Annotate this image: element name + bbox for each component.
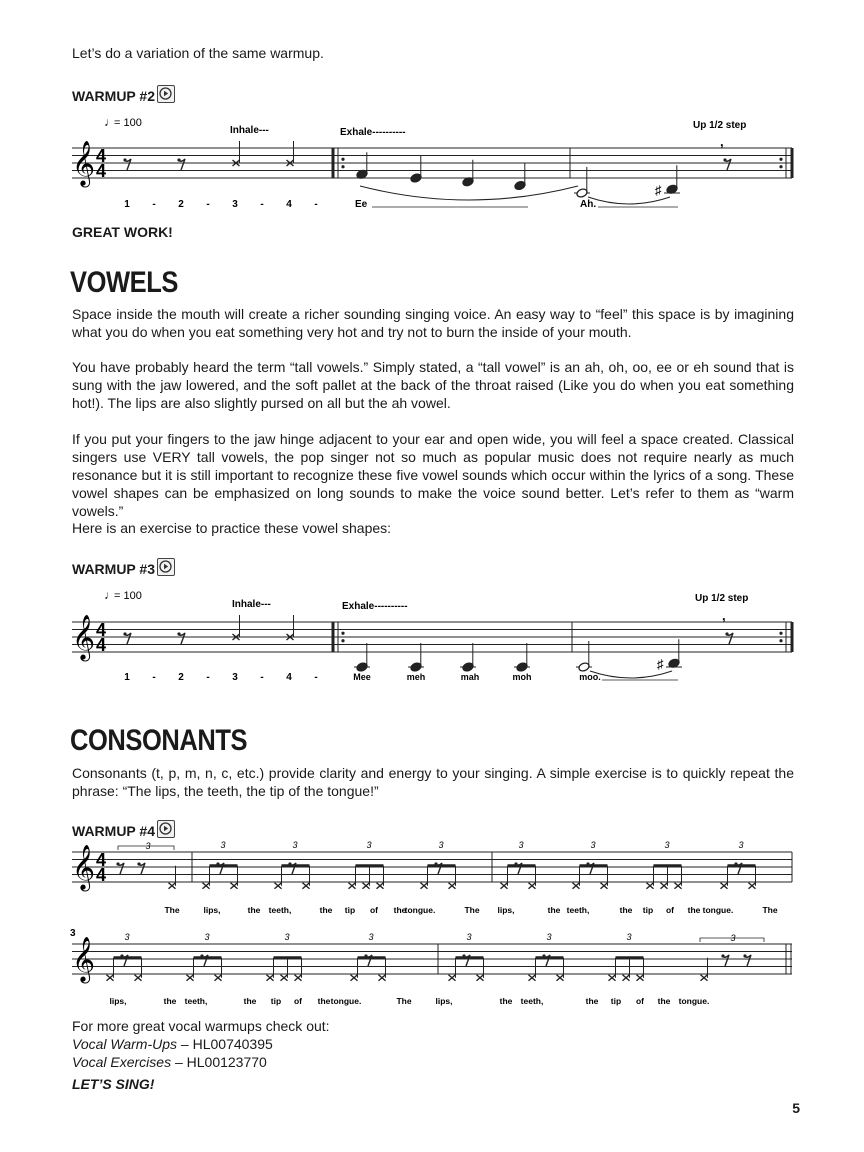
triplet-number: 3 [518, 840, 524, 850]
count-label: - [314, 199, 318, 210]
lyric: meh [406, 672, 426, 682]
treble-clef-icon: 𝄞 [72, 142, 96, 185]
x-notehead [701, 975, 708, 981]
lyric: the [247, 905, 261, 915]
play-icon [159, 87, 172, 100]
lyric: lips, [203, 905, 221, 915]
count-label: - [152, 672, 156, 683]
lyric: of [665, 905, 675, 915]
x-notehead [449, 883, 456, 889]
quarter-note-tempo-icon: ♩ [104, 115, 116, 129]
x-notehead [529, 883, 536, 889]
lyric: The [762, 905, 778, 915]
x-notehead [749, 883, 756, 889]
x-notehead [363, 883, 370, 889]
repeat-dot [779, 639, 782, 642]
breath-mark-icon: , [720, 134, 724, 149]
triplet-number: 3 [590, 840, 596, 850]
eighth-rest-dot [723, 158, 726, 161]
triplet-number: 3 [546, 932, 552, 942]
more-warmups-text: For more great vocal warmups check out: [72, 1018, 330, 1034]
triplet-number: 3 [738, 840, 744, 850]
x-notehead [449, 975, 456, 981]
exhale-label: Exhale---------- [340, 127, 406, 138]
lyric-ah: Ah. [580, 199, 597, 210]
staff-warmup-2 [0, 110, 864, 220]
slur [360, 186, 578, 200]
triplet-number: 3 [730, 933, 736, 943]
repeat-dot [779, 158, 782, 161]
play-icon [159, 822, 172, 835]
treble-clef-icon: 𝄞 [72, 616, 96, 659]
lyric: lips, [497, 905, 515, 915]
count-label: 2 [178, 672, 184, 683]
lyric: moo. [579, 672, 601, 682]
time-signature-bottom: 4 [96, 635, 107, 655]
count-label: 4 [286, 199, 292, 210]
measure-number: 3 [70, 928, 76, 939]
lyric: of [369, 905, 379, 915]
book-1-code: – HL00740395 [177, 1036, 273, 1052]
lyric: the [319, 905, 333, 915]
lyric: the [657, 996, 671, 1006]
lyric: teeth, [268, 905, 292, 915]
eighth-rest-dot [177, 158, 180, 161]
x-notehead [501, 883, 508, 889]
count-label: - [260, 672, 264, 683]
lyric: tongue. [330, 996, 362, 1006]
lyric: the [619, 905, 633, 915]
lyric: the [317, 996, 331, 1006]
lyric: tongue. [702, 905, 734, 915]
book-2-title: Vocal Exercises [72, 1054, 172, 1070]
lyric: of [635, 996, 645, 1006]
lyric: the [393, 905, 407, 915]
x-notehead [215, 975, 222, 981]
repeat-dot [341, 632, 344, 635]
play-icon [159, 560, 172, 573]
lyric: the [243, 996, 257, 1006]
lyric: teeth, [520, 996, 544, 1006]
triplet-number: 3 [284, 932, 290, 942]
x-notehead [637, 975, 644, 981]
eighth-rest-dot [123, 158, 126, 161]
step-label: Up 1/2 step [695, 593, 749, 604]
lyric: the [687, 905, 701, 915]
x-notehead [377, 883, 384, 889]
x-notehead [231, 883, 238, 889]
count-label: 3 [232, 672, 238, 683]
lyric: tip [610, 996, 622, 1006]
treble-clef-icon: 𝄞 [72, 846, 96, 889]
x-notehead [303, 883, 310, 889]
warmup-3-label: WARMUP #3 [72, 561, 155, 577]
x-notehead [351, 975, 358, 981]
x-notehead [267, 975, 274, 981]
lyric: tongue. [678, 996, 710, 1006]
count-label: - [206, 199, 210, 210]
vowels-heading: VOWELS [70, 266, 178, 299]
staff-warmup-3 [0, 584, 864, 689]
breath-mark-icon: , [722, 608, 726, 623]
lyric: tongue. [404, 905, 436, 915]
play-button-warmup-2[interactable] [157, 85, 175, 103]
lyric: Mee [353, 672, 371, 682]
triplet-number: 3 [145, 841, 151, 851]
sharp-icon: ♯ [657, 656, 664, 672]
count-label: - [314, 672, 318, 683]
x-notehead [661, 883, 668, 889]
lyric: of [293, 996, 303, 1006]
eighth-rest-dot [123, 632, 126, 635]
play-button-warmup-4[interactable] [157, 820, 175, 838]
count-label: 1 [124, 672, 130, 683]
slur [588, 197, 670, 204]
count-label: 1 [124, 199, 130, 210]
triplet-number: 3 [204, 932, 210, 942]
step-label: Up 1/2 step [693, 120, 747, 131]
time-signature-top: 4 [96, 146, 107, 166]
lyric: tip [642, 905, 654, 915]
triplet-number: 3 [466, 932, 472, 942]
repeat-dot [779, 165, 782, 168]
exhale-label: Exhale---------- [342, 601, 408, 612]
lyric: teeth, [184, 996, 208, 1006]
vowels-paragraph-2: You have probably heard the term “tall vowels.” Simply stated, a “tall vowel” is an ah, oh, oo, ee or eh sound that is sung with the jaw lowered, and the soft pallet at the back of the throat raised (Like you do when you eat something hot!). The lips are also slightly pursed on all but the ah vowel. [72, 359, 794, 411]
count-label: - [260, 199, 264, 210]
triplet-number: 3 [626, 932, 632, 942]
triplet-number: 3 [366, 840, 372, 850]
tempo-marking: = 100 [114, 590, 142, 602]
eighth-rest-dot [177, 632, 180, 635]
treble-clef-icon: 𝄞 [72, 938, 96, 981]
time-signature-top: 4 [96, 620, 107, 640]
eighth-rest-dot [116, 862, 119, 865]
staff-warmup-4-line-2 [0, 922, 864, 1010]
lyric: The [396, 996, 412, 1006]
consonants-paragraph: Consonants (t, p, m, n, c, etc.) provide clarity and energy to your singing. A simple exercise is to quickly repeat the phrase: “The lips, the teeth, the tip of the tongue!” [72, 765, 794, 799]
eighth-rest-dot [721, 954, 724, 957]
x-notehead [477, 975, 484, 981]
lyric: teeth, [566, 905, 590, 915]
triplet-number: 3 [124, 932, 130, 942]
x-notehead [623, 975, 630, 981]
lyric: mah [460, 672, 480, 682]
triplet-number: 3 [292, 840, 298, 850]
book-2-code: – HL00123770 [171, 1054, 267, 1070]
lyric: the [499, 996, 513, 1006]
time-signature-bottom: 4 [96, 865, 107, 885]
lyric: the [547, 905, 561, 915]
lyric: The [464, 905, 480, 915]
lyric: the [163, 996, 177, 1006]
x-notehead [295, 975, 302, 981]
lyric: The [164, 905, 180, 915]
great-work-text: GREAT WORK! [72, 224, 173, 240]
eighth-rest-dot [725, 632, 728, 635]
x-notehead [203, 883, 210, 889]
time-signature-bottom: 4 [96, 161, 107, 181]
lyric: tip [344, 905, 356, 915]
inhale-label: Inhale--- [232, 599, 271, 610]
warmup-2-label: WARMUP #2 [72, 88, 155, 104]
play-button-warmup-3[interactable] [157, 558, 175, 576]
x-notehead [275, 883, 282, 889]
x-notehead [349, 883, 356, 889]
slur [590, 671, 672, 678]
page-number: 5 [792, 1100, 800, 1116]
triplet-number: 3 [438, 840, 444, 850]
intro-text: Let’s do a variation of the same warmup. [72, 45, 324, 61]
repeat-dot [779, 632, 782, 635]
repeat-dot [341, 158, 344, 161]
x-notehead [529, 975, 536, 981]
lyric-ee: Ee [355, 199, 368, 210]
x-notehead [721, 883, 728, 889]
warmup-4-label: WARMUP #4 [72, 823, 155, 839]
eighth-rest-dot [743, 954, 746, 957]
x-notehead [557, 975, 564, 981]
consonants-heading: CONSONANTS [70, 724, 248, 757]
x-notehead [573, 883, 580, 889]
sharp-icon: ♯ [655, 182, 662, 198]
x-notehead [421, 883, 428, 889]
x-notehead [187, 975, 194, 981]
x-notehead [379, 975, 386, 981]
x-notehead [281, 975, 288, 981]
vowels-paragraph-1: Space inside the mouth will create a richer sounding singing voice. An easy way to “feel” this space is by imagining what you do when you eat something very hot and try not to burn the inside of your mouth. [72, 306, 794, 340]
lyric: tip [270, 996, 282, 1006]
lyric: the [585, 996, 599, 1006]
repeat-dot [341, 165, 344, 168]
triplet-number: 3 [220, 840, 226, 850]
x-notehead [675, 883, 682, 889]
eighth-rest-dot [137, 862, 140, 865]
tempo-marking: = 100 [114, 117, 142, 129]
x-notehead [601, 883, 608, 889]
lets-sing-text: LET’S SING! [72, 1076, 155, 1092]
repeat-dot [341, 639, 344, 642]
inhale-label: Inhale--- [230, 125, 269, 136]
lyric: lips, [109, 996, 127, 1006]
quarter-note-tempo-icon: ♩ [104, 588, 116, 602]
x-notehead [107, 975, 114, 981]
count-label: 2 [178, 199, 184, 210]
count-label: 3 [232, 199, 238, 210]
count-label: - [206, 672, 210, 683]
x-notehead [647, 883, 654, 889]
triplet-number: 3 [664, 840, 670, 850]
vowels-paragraph-4: Here is an exercise to practice these vowel shapes: [72, 520, 392, 536]
x-notehead [609, 975, 616, 981]
lyric: lips, [435, 996, 453, 1006]
count-label: 4 [286, 672, 292, 683]
lyric: moh [512, 672, 532, 682]
book-2 [72, 1053, 794, 1071]
staff-warmup-4-line-1 [0, 840, 864, 920]
vowels-paragraph-3: If you put your fingers to the jaw hinge adjacent to your ear and open wide, you will feel a space created. Classical singers use VERY tall vowels, the pop singer not so much as popular music does not require nearly as much resonance but it is still important to recognize these five vowel sounds which occur within the lyrics of a song. These vowel shapes can be emphasized on long sounds to make the voice sound better. Let’s refer to them as “warm vowels.” [72, 431, 794, 519]
book-1-title: Vocal Warm-Ups [72, 1036, 178, 1052]
triplet-number: 3 [368, 932, 374, 942]
x-notehead [169, 883, 176, 889]
count-label: - [152, 199, 156, 210]
time-signature-top: 4 [96, 850, 107, 870]
x-notehead [135, 975, 142, 981]
book-1 [72, 1035, 794, 1053]
